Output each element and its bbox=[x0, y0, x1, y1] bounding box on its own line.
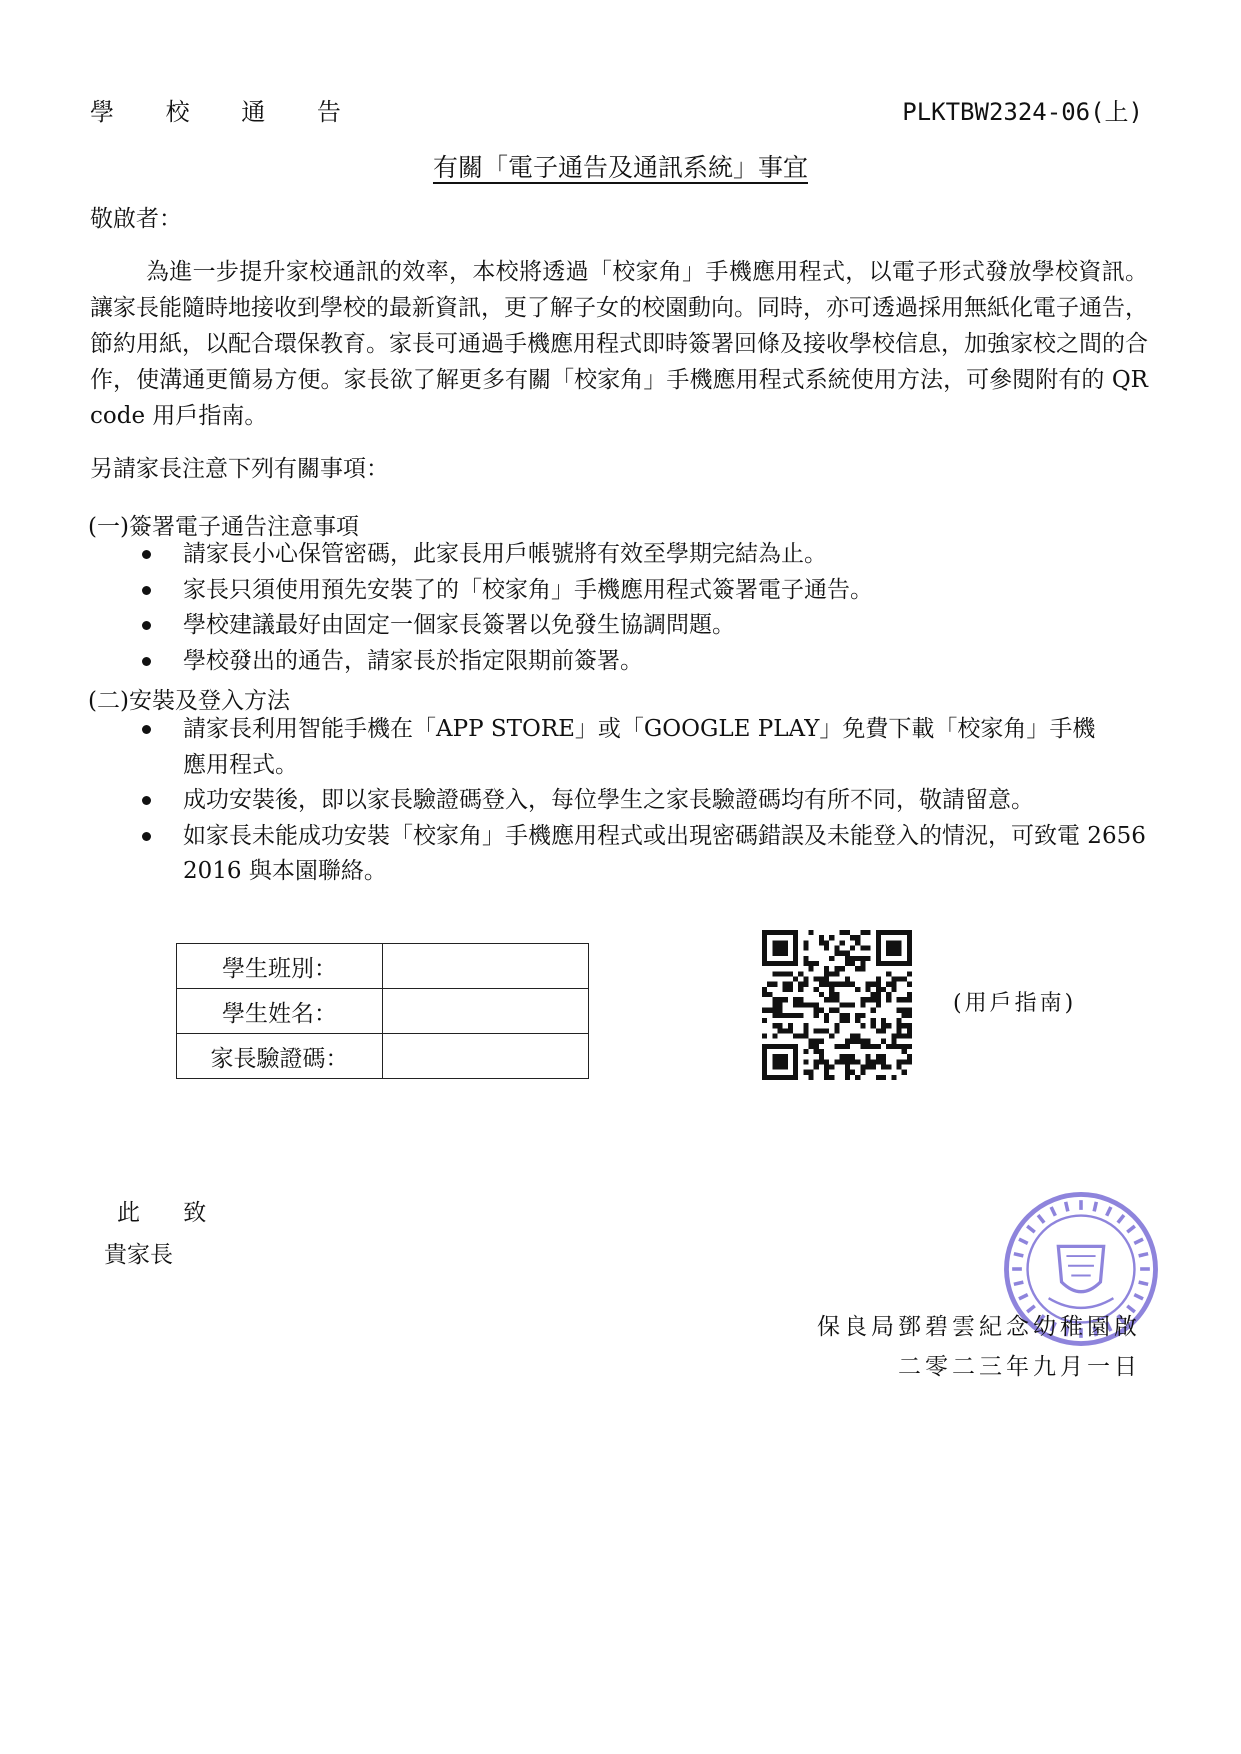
list-item: 學校建議最好由固定一個家長簽署以免發生協調問題。 bbox=[138, 608, 1148, 644]
reference-code: PLKTBW2324-06(上) bbox=[902, 98, 1143, 126]
signing-notes-list bbox=[138, 537, 1148, 679]
notice-lead: 另請家長注意下列有關事項： bbox=[90, 456, 389, 482]
section-heading-signing: (一)簽署電子通告注意事項 bbox=[88, 514, 359, 540]
list-item: 成功安裝後，即以家長驗證碼登入，每位學生之家長驗證碼均有所不同，敬請留意。 bbox=[138, 783, 1148, 819]
qr-caption: (用戶指南) bbox=[953, 991, 1077, 1016]
bullet-icon bbox=[142, 621, 151, 630]
table-row bbox=[177, 1034, 589, 1079]
bullet-icon bbox=[142, 550, 151, 559]
qr-code-icon[interactable] bbox=[762, 930, 912, 1080]
name-label: 學生姓名： bbox=[177, 989, 383, 1034]
notice-type-label: 學 校 通 告 bbox=[90, 98, 363, 126]
intro-paragraph: 為進一步提升家校通訊的效率，本校將透過「校家角」手機應用程式，以電子形式發放學校資訊。讓家長能隨時地接收到學校的最新資訊，更了解子女的校園動向。同時，亦可透過採用無紙化電子通告，節約用紙，以配合環保教育。家長可通過手機應用程式即時簽署回條及接收學校信息，加強家校之間的合作，使溝通更簡易方便。家長欲了解更多有關「校家角」手機應用程式系統使用方法，可參閱附有的 QR code 用戶指南。 bbox=[90, 259, 1148, 429]
list-item: 學校發出的通告，請家長於指定限期前簽署。 bbox=[138, 644, 1148, 680]
section-heading-install: (二)安裝及登入方法 bbox=[88, 688, 290, 714]
addressee: 貴家長 bbox=[104, 1242, 173, 1268]
table-row bbox=[177, 989, 589, 1034]
student-info-table bbox=[176, 943, 589, 1079]
salutation: 敬啟者： bbox=[90, 206, 182, 232]
bullet-icon bbox=[142, 586, 151, 595]
document-title: 有關「電子通告及通訊系統」事宜 bbox=[432, 153, 808, 182]
list-item: 請家長小心保管密碼，此家長用戶帳號將有效至學期完結為止。 bbox=[138, 537, 1148, 573]
code-field[interactable] bbox=[383, 1034, 589, 1079]
class-field[interactable] bbox=[383, 944, 589, 989]
code-label: 家長驗證碼： bbox=[177, 1034, 383, 1079]
install-notes-list bbox=[138, 712, 1148, 890]
class-label: 學生班別： bbox=[177, 944, 383, 989]
name-field[interactable] bbox=[383, 989, 589, 1034]
bullet-icon bbox=[142, 725, 151, 734]
bullet-icon bbox=[142, 657, 151, 666]
list-item: 如家長未能成功安裝「校家角」手機應用程式或出現密碼錯誤及未能登入的情況，可致電 2656 2016 與本園聯絡。 bbox=[138, 819, 1148, 890]
signer: 保良局鄧碧雲紀念幼稚園啟 bbox=[817, 1314, 1141, 1340]
table-row bbox=[177, 944, 589, 989]
bullet-icon bbox=[142, 832, 151, 841]
list-item: 請家長利用智能手機在「APP STORE」或「GOOGLE PLAY」免費下載「校家角」手機應用程式。 bbox=[138, 712, 1148, 783]
list-item: 家長只須使用預先安裝了的「校家角」手機應用程式簽署電子通告。 bbox=[138, 573, 1148, 609]
bullet-icon bbox=[142, 796, 151, 805]
issue-date: 二零二三年九月一日 bbox=[898, 1354, 1141, 1380]
closing-line: 此 致 bbox=[117, 1200, 225, 1226]
